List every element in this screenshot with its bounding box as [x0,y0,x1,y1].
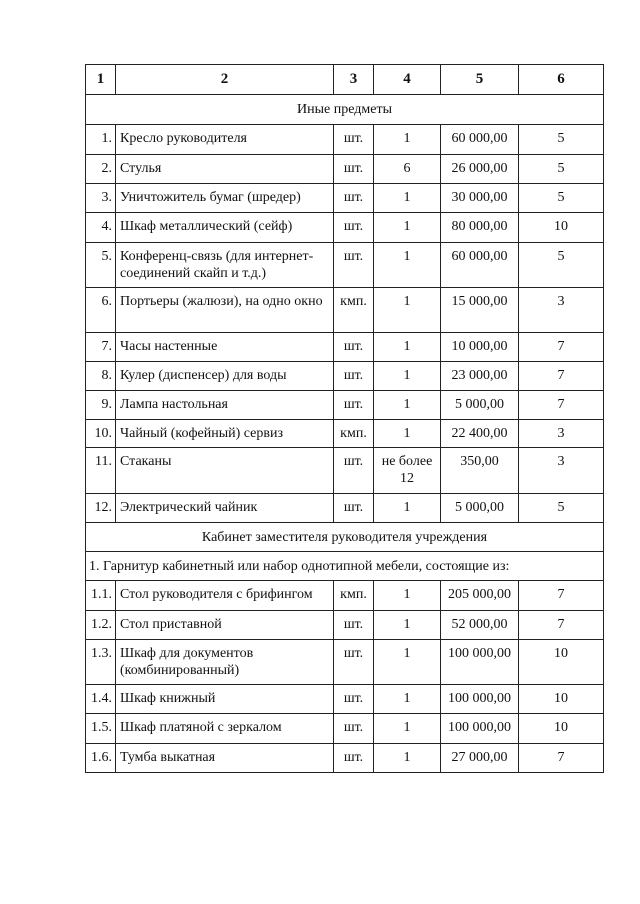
group-row [86,552,604,581]
row-number: 10. [86,420,116,448]
row-number: 1. [86,125,116,155]
quantity: 1 [374,184,441,213]
item-name: Конференц-связь (для интернет-соединений скайп и т.д.) [116,243,334,288]
price: 27 000,00 [441,744,519,773]
quantity: 1 [374,714,441,744]
service-life: 5 [519,184,604,213]
unit: шт. [334,125,374,155]
section-1-rows [86,125,604,523]
table-row [86,243,604,288]
unit: шт. [334,155,374,184]
row-number: 7. [86,333,116,362]
group-title: 1. Гарнитур кабинетный или набор однотипной мебели, состоящие из: [86,552,604,581]
unit: шт. [334,744,374,773]
table-row [86,125,604,155]
price: 22 400,00 [441,420,519,448]
quantity: 6 [374,155,441,184]
item-name: Стол приставной [116,611,334,640]
row-number: 11. [86,448,116,494]
item-name: Шкаф платяной с зеркалом [116,714,334,744]
unit: шт. [334,685,374,714]
item-name: Лампа настольная [116,391,334,420]
table-row [86,288,604,333]
section-title: Кабинет заместителя руководителя учреждения [86,523,604,552]
item-name: Чайный (кофейный) сервиз [116,420,334,448]
table-row [86,640,604,685]
section-row [86,95,604,125]
unit: кмп. [334,288,374,333]
item-name: Шкаф для документов (комбинированный) [116,640,334,685]
service-life: 5 [519,155,604,184]
service-life: 10 [519,685,604,714]
unit: шт. [334,362,374,391]
section-title: Иные предметы [86,95,604,125]
header-col-4: 4 [374,65,441,95]
table-row [86,611,604,640]
unit: шт. [334,243,374,288]
item-name: Шкаф книжный [116,685,334,714]
price: 15 000,00 [441,288,519,333]
service-life: 7 [519,611,604,640]
quantity: 1 [374,391,441,420]
price: 100 000,00 [441,714,519,744]
row-number: 1.6. [86,744,116,773]
item-name: Портьеры (жалюзи), на одно окно [116,288,334,333]
price: 30 000,00 [441,184,519,213]
service-life: 7 [519,744,604,773]
unit: шт. [334,213,374,243]
quantity: 1 [374,420,441,448]
table-row [86,494,604,523]
row-number: 9. [86,391,116,420]
header-row [86,65,604,95]
section-row [86,523,604,552]
price: 60 000,00 [441,243,519,288]
item-name: Уничтожитель бумаг (шредер) [116,184,334,213]
table-row [86,448,604,494]
service-life: 10 [519,714,604,744]
row-number: 1.1. [86,581,116,611]
quantity: 1 [374,125,441,155]
table-row [86,420,604,448]
row-number: 3. [86,184,116,213]
service-life: 10 [519,213,604,243]
service-life: 5 [519,243,604,288]
item-name: Стол руководителя с брифингом [116,581,334,611]
quantity: 1 [374,611,441,640]
quantity: 1 [374,213,441,243]
service-life: 7 [519,391,604,420]
unit: кмп. [334,420,374,448]
quantity: 1 [374,288,441,333]
price: 5 000,00 [441,391,519,420]
price: 100 000,00 [441,640,519,685]
row-number: 4. [86,213,116,243]
price: 100 000,00 [441,685,519,714]
item-name: Электрический чайник [116,494,334,523]
service-life: 7 [519,581,604,611]
quantity: 1 [374,362,441,391]
row-number: 1.5. [86,714,116,744]
table-row [86,581,604,611]
price: 5 000,00 [441,494,519,523]
table-row [86,391,604,420]
table-row [86,333,604,362]
unit: шт. [334,391,374,420]
item-name: Стулья [116,155,334,184]
table-row [86,685,604,714]
row-number: 1.2. [86,611,116,640]
table-row [86,362,604,391]
unit: шт. [334,611,374,640]
service-life: 3 [519,420,604,448]
row-number: 1.4. [86,685,116,714]
row-number: 5. [86,243,116,288]
price: 52 000,00 [441,611,519,640]
quantity: не более 12 [374,448,441,494]
table-row [86,744,604,773]
price: 205 000,00 [441,581,519,611]
table-row [86,714,604,744]
unit: кмп. [334,581,374,611]
quantity: 1 [374,744,441,773]
service-life: 10 [519,640,604,685]
price: 10 000,00 [441,333,519,362]
service-life: 5 [519,125,604,155]
table-row [86,213,604,243]
price: 26 000,00 [441,155,519,184]
quantity: 1 [374,494,441,523]
unit: шт. [334,714,374,744]
row-number: 2. [86,155,116,184]
service-life: 3 [519,448,604,494]
document-table [85,64,604,773]
row-number: 8. [86,362,116,391]
quantity: 1 [374,243,441,288]
row-number: 12. [86,494,116,523]
header-col-1: 1 [86,65,116,95]
section-2-rows [86,581,604,773]
quantity: 1 [374,640,441,685]
service-life: 3 [519,288,604,333]
quantity: 1 [374,333,441,362]
quantity: 1 [374,581,441,611]
price: 350,00 [441,448,519,494]
price: 60 000,00 [441,125,519,155]
unit: шт. [334,184,374,213]
unit: шт. [334,494,374,523]
item-name: Часы настенные [116,333,334,362]
header-col-5: 5 [441,65,519,95]
table-row [86,155,604,184]
table-row [86,184,604,213]
price: 23 000,00 [441,362,519,391]
item-name: Кресло руководителя [116,125,334,155]
item-name: Кулер (диспенсер) для воды [116,362,334,391]
unit: шт. [334,333,374,362]
quantity: 1 [374,685,441,714]
header-col-2: 2 [116,65,334,95]
item-name: Шкаф металлический (сейф) [116,213,334,243]
service-life: 7 [519,362,604,391]
item-name: Стаканы [116,448,334,494]
row-number: 1.3. [86,640,116,685]
unit: шт. [334,640,374,685]
unit: шт. [334,448,374,494]
service-life: 7 [519,333,604,362]
row-number: 6. [86,288,116,333]
service-life: 5 [519,494,604,523]
header-col-3: 3 [334,65,374,95]
header-col-6: 6 [519,65,604,95]
price: 80 000,00 [441,213,519,243]
item-name: Тумба выкатная [116,744,334,773]
